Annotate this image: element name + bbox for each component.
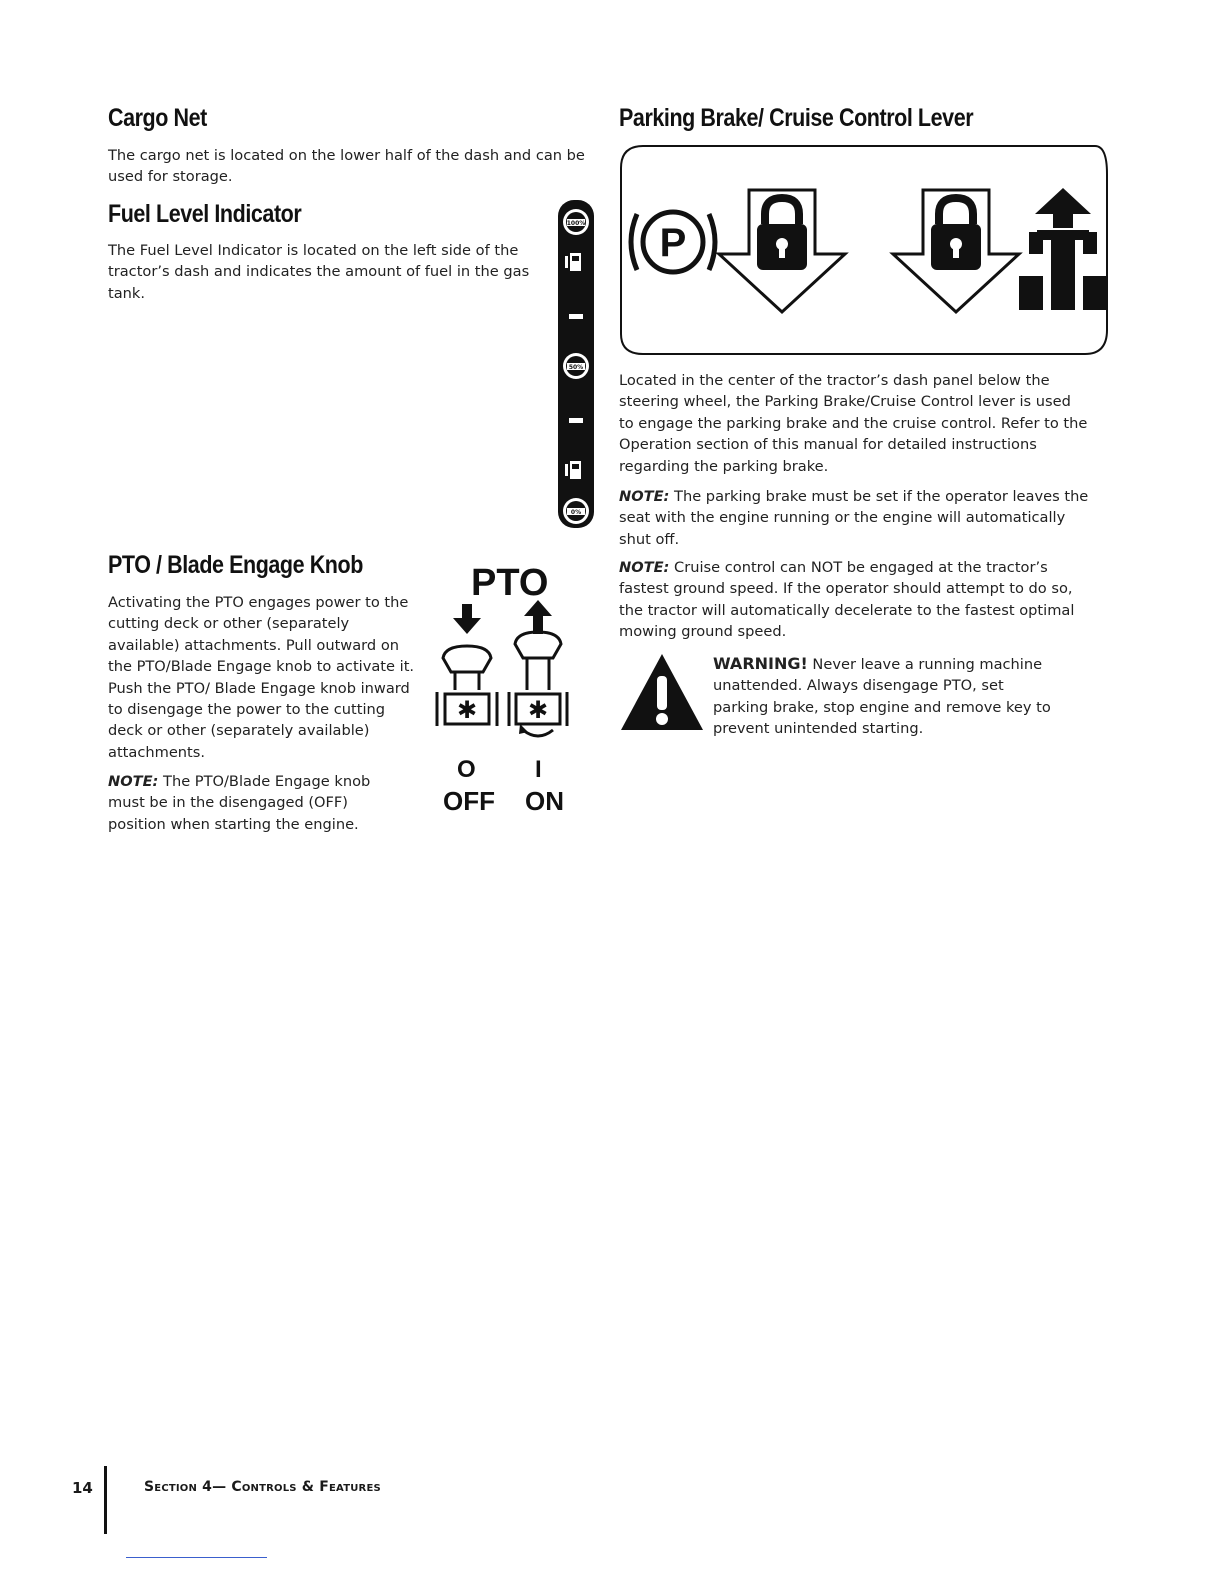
gauge-label-100: 100% bbox=[566, 220, 586, 227]
pto-heading: PTO / Blade Engage Knob bbox=[108, 551, 363, 579]
pto-diagram bbox=[425, 560, 595, 820]
off-symbol: O bbox=[457, 756, 476, 783]
parking-brake-icon bbox=[631, 212, 715, 272]
footer-divider bbox=[104, 1466, 107, 1534]
pto-text: Activating the PTO engages power to the cutting deck or other (separately available) attachments. Pull outward on the PTO/Blade Engage knob to activate it. Push the PTO/ Blade Engage knob inward to disengage the power to the cutting deck or other (separately available) attachments. bbox=[108, 594, 415, 761]
parking-brake-note-2 bbox=[619, 557, 1094, 643]
fuel-gauge-empty-icon bbox=[563, 498, 589, 524]
arrow-up-icon bbox=[524, 600, 552, 634]
lock-cruise-icon bbox=[893, 190, 1019, 312]
footer-section-title: Section 4— Controls & Features bbox=[144, 1479, 381, 1495]
pto-note-label: NOTE: bbox=[108, 773, 159, 790]
footer-link-line bbox=[126, 1557, 267, 1558]
cargo-net-heading: Cargo Net bbox=[108, 104, 207, 132]
lock-engage-icon bbox=[719, 190, 845, 312]
cargo-net-text: The cargo net is located on the lower half of the dash and can be used for storage. bbox=[108, 147, 585, 186]
gauge-label-0: 0% bbox=[570, 509, 582, 516]
parking-p-symbol: P bbox=[659, 221, 687, 265]
pto-diagram-title: PTO bbox=[471, 562, 549, 604]
warning-message bbox=[713, 653, 1063, 740]
parking-brake-text: Located in the center of the tractor’s dash panel below the steering wheel, the Parking Brake/Cruise Control lever is used to engage the parking brake and the cruise control. Refer to the Operation section of this manual for detailed instructions regarding the parking brake. bbox=[619, 372, 1088, 475]
parking-brake-decal bbox=[619, 144, 1109, 356]
fuel-gauge-full-icon bbox=[563, 209, 589, 235]
note-2-label: NOTE: bbox=[619, 559, 670, 576]
parking-brake-note-1 bbox=[619, 486, 1094, 550]
note-1-text: The parking brake must be set if the operator leaves the seat with the engine running or the engine will automatically shut off. bbox=[619, 488, 1089, 548]
gauge-dash bbox=[569, 418, 583, 423]
warning-triangle-icon bbox=[619, 652, 705, 734]
fuel-gauge-half-icon bbox=[563, 353, 589, 379]
off-label: OFF bbox=[443, 786, 495, 816]
gauge-dash bbox=[569, 314, 583, 319]
fuel-level-heading: Fuel Level Indicator bbox=[108, 200, 302, 228]
pto-note-text: The PTO/Blade Engage knob must be in the disengaged (OFF) position when starting the engine. bbox=[108, 773, 371, 833]
page-number: 14 bbox=[72, 1479, 93, 1497]
on-label: ON bbox=[525, 786, 564, 816]
tractor-forward-icon bbox=[1019, 188, 1107, 310]
fuel-level-text: The Fuel Level Indicator is located on the left side of the tractor’s dash and indicates the amount of fuel in the gas tank. bbox=[108, 242, 530, 302]
on-symbol: I bbox=[535, 756, 542, 783]
note-1-label: NOTE: bbox=[619, 488, 670, 505]
pto-blade-on-icon: ✱ bbox=[527, 696, 549, 724]
gauge-label-50: 50% bbox=[568, 364, 584, 371]
pto-note bbox=[108, 771, 398, 835]
fuel-gauge bbox=[549, 196, 599, 532]
pto-blade-off-icon: ✱ bbox=[456, 696, 478, 724]
arrow-down-icon bbox=[453, 604, 481, 634]
warning-text: Never leave a running machine unattended. Always disengage PTO, set parking brake, stop engine and remove key to prevent unintended starting. bbox=[713, 656, 1051, 738]
note-2-text: Cruise control can NOT be engaged at the tractor’s fastest ground speed. If the operator should attempt to do so, the tractor will automatically decelerate to the fastest optimal mowing ground speed. bbox=[619, 559, 1075, 641]
warning-label: WARNING! bbox=[713, 654, 808, 673]
parking-brake-heading: Parking Brake/ Cruise Control Lever bbox=[619, 104, 974, 132]
